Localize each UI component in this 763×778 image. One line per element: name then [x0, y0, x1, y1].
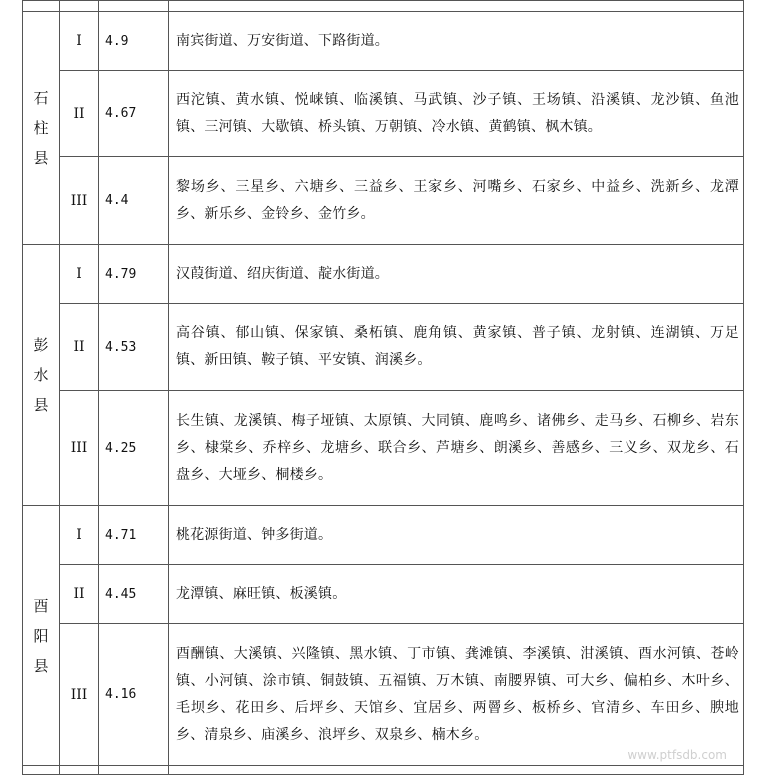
coefficient-cell: 4.71: [99, 506, 169, 565]
county-name-char: 县: [33, 656, 49, 675]
areas-cell: 西沱镇、黄水镇、悦崃镇、临溪镇、马武镇、沙子镇、王场镇、沿溪镇、龙沙镇、鱼池镇、三河镇、大歇镇、桥头镇、万朝镇、冷水镇、黄鹤镇、枫木镇。: [169, 71, 744, 157]
document-page: [22, 0, 743, 775]
county-name-char: 酉: [33, 596, 49, 615]
county-name-char: 阳: [33, 626, 49, 645]
coefficient-cell: 4.25: [99, 391, 169, 506]
coefficient-cell: 4.4: [99, 157, 169, 245]
table-row-top-edge: [23, 1, 744, 12]
table-row: [23, 245, 744, 304]
tier-cell: Ⅰ: [60, 245, 99, 304]
table-row: [23, 506, 744, 565]
coefficient-cell: 4.45: [99, 565, 169, 624]
coefficient-cell: 4.9: [99, 12, 169, 71]
areas-cell: 汉葭街道、绍庆街道、靛水街道。: [169, 245, 744, 304]
county-cell: [23, 12, 60, 245]
areas-cell: 桃花源街道、钟多街道。: [169, 506, 744, 565]
table-row: [23, 157, 744, 245]
tier-cell: II: [60, 71, 99, 157]
tier-cell: II: [60, 565, 99, 624]
coefficient-cell: 4.79: [99, 245, 169, 304]
county-name: [23, 591, 59, 681]
watermark-text: www.ptfsdb.com: [627, 748, 727, 762]
table-row: [23, 304, 744, 391]
tier-cell: III: [60, 624, 99, 766]
tier-cell: Ⅰ: [60, 506, 99, 565]
table-row-bottom-edge: [23, 766, 744, 775]
areas-cell: 高谷镇、郁山镇、保家镇、桑柘镇、鹿角镇、黄家镇、普子镇、龙射镇、连湖镇、万足镇、新田镇、鞍子镇、平安镇、润溪乡。: [169, 304, 744, 391]
county-cell: [23, 506, 60, 766]
county-name-char: 柱: [33, 119, 49, 137]
table-row: [23, 624, 744, 766]
areas-cell: 长生镇、龙溪镇、梅子垭镇、太原镇、大同镇、鹿鸣乡、诸佛乡、走马乡、石柳乡、岩东乡、棣棠乡、乔梓乡、龙塘乡、联合乡、芦塘乡、朗溪乡、善感乡、三义乡、双龙乡、石盘乡、大垭乡、桐楼乡。: [169, 391, 744, 506]
areas-cell: 酉酬镇、大溪镇、兴隆镇、黑水镇、丁市镇、龚滩镇、李溪镇、泔溪镇、酉水河镇、苍岭镇、小河镇、涂市镇、铜鼓镇、五福镇、万木镇、南腰界镇、可大乡、偏柏乡、木叶乡、毛坝乡、花田乡、后坪乡、天馆乡、宜居乡、两罾乡、板桥乡、官清乡、车田乡、腴地乡、清泉乡、庙溪乡、浪坪乡、双泉乡、楠木乡。: [169, 624, 744, 766]
coefficient-cell: 4.16: [99, 624, 169, 766]
county-name: [23, 83, 59, 173]
county-name: [23, 330, 59, 420]
table-row: [23, 71, 744, 157]
tier-cell: III: [60, 157, 99, 245]
areas-cell: 龙潭镇、麻旺镇、板溪镇。: [169, 565, 744, 624]
table-row: [23, 391, 744, 506]
county-cell: [23, 245, 60, 506]
county-name-char: 石: [33, 89, 49, 107]
tier-cell: III: [60, 391, 99, 506]
county-name-char: 县: [33, 149, 49, 167]
tier-coefficient-table: [22, 0, 744, 775]
tier-cell: Ⅰ: [60, 12, 99, 71]
county-name-char: 水: [33, 366, 49, 384]
areas-cell: 黎场乡、三星乡、六塘乡、三益乡、王家乡、河嘴乡、石家乡、中益乡、洗新乡、龙潭乡、新乐乡、金铃乡、金竹乡。: [169, 157, 744, 245]
table-row: [23, 12, 744, 71]
coefficient-cell: 4.53: [99, 304, 169, 391]
county-name-char: 县: [33, 396, 49, 414]
coefficient-cell: 4.67: [99, 71, 169, 157]
areas-cell: 南宾街道、万安街道、下路街道。: [169, 12, 744, 71]
county-name-char: 彭: [33, 336, 49, 354]
tier-cell: II: [60, 304, 99, 391]
table-row: [23, 565, 744, 624]
